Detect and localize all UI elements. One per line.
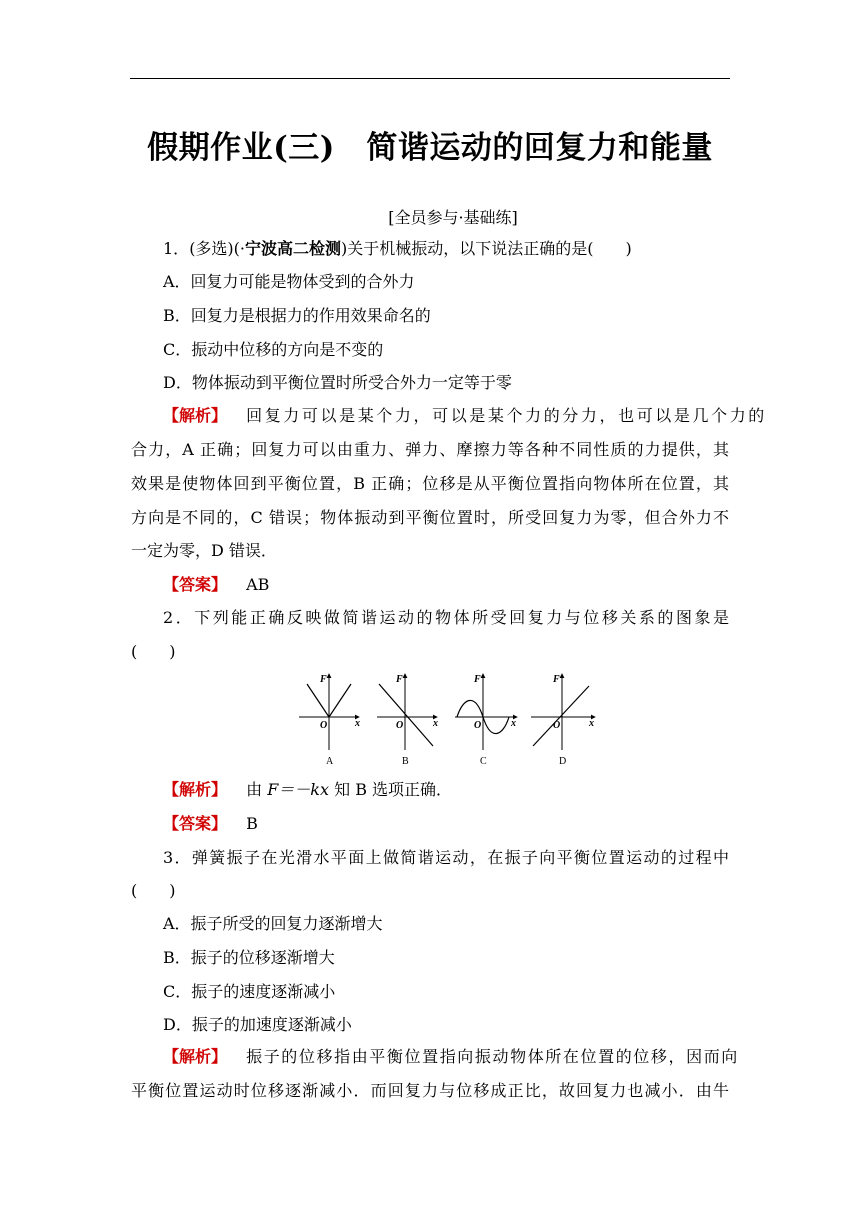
q1-stem bbox=[163, 239, 632, 259]
q2-analysis-formula: F＝－kx bbox=[267, 780, 330, 799]
q1-analysis-line-3: 效果是使物体回到平衡位置，B 正确；位移是从平衡位置指向物体所在位置，其 bbox=[131, 474, 729, 493]
q1-answer bbox=[163, 575, 269, 595]
graph-c-origin-label: O bbox=[474, 720, 482, 731]
q1-answer-value: AB bbox=[246, 575, 270, 594]
q1-analysis-line-1 bbox=[163, 406, 767, 426]
q3-analysis-line-2: 平衡位置运动时位移逐渐减小．而回复力与位移成正比，故回复力也减小．由牛 bbox=[131, 1081, 729, 1100]
q3-option-c: C．振子的速度逐渐减小 bbox=[163, 982, 336, 1001]
graph-b-curve bbox=[379, 684, 433, 746]
q3-option-a: A．振子所受的回复力逐渐增大 bbox=[163, 914, 383, 933]
q2-analysis bbox=[163, 780, 452, 800]
graph-c-x-label: x bbox=[511, 718, 516, 729]
q1-analysis-line-4: 方向是不同的，C 错误；物体振动到平衡位置时，所受回复力为零，但合外力不 bbox=[131, 508, 729, 527]
graph-d bbox=[531, 674, 595, 767]
graph-d-f-label: F bbox=[553, 674, 560, 685]
graph-d-origin-label: O bbox=[553, 720, 561, 731]
graph-c bbox=[455, 674, 517, 767]
q3-analysis-line-1 bbox=[163, 1047, 739, 1067]
q3-option-b: B．振子的位移逐渐增大 bbox=[163, 948, 335, 967]
graph-a-label: A bbox=[326, 756, 334, 767]
q1-analysis-line-5: 一定为零，D 错误． bbox=[131, 541, 277, 560]
graph-b-f-label: F bbox=[396, 674, 403, 685]
q1-option-b: B．回复力是根据力的作用效果命名的 bbox=[163, 306, 431, 325]
q3-option-d: D．振子的加速度逐渐减小 bbox=[163, 1015, 352, 1034]
graph-a-origin-label: O bbox=[320, 720, 328, 731]
q1-answer-tag: 【答案】 bbox=[163, 575, 228, 594]
q2-analysis-pre: 由 bbox=[246, 780, 268, 799]
q2-graphs bbox=[297, 670, 607, 770]
q1-option-a: A．回复力可能是物体受到的合外力 bbox=[163, 272, 415, 291]
q2-stem-line-2: ( ) bbox=[131, 642, 176, 661]
q3-stem-line-1: 3．弹簧振子在光滑水平面上做简谐运动，在振子向平衡位置运动的过程中 bbox=[163, 848, 729, 867]
graph-d-curve bbox=[533, 686, 589, 746]
q1-option-c: C．振动中位移的方向是不变的 bbox=[163, 340, 384, 359]
graph-b bbox=[377, 674, 438, 767]
q3-analysis-text-1: 振子的位移指由平衡位置指向振动物体所在位置的位移，因而向 bbox=[246, 1047, 739, 1066]
q2-analysis-tag: 【解析】 bbox=[163, 780, 228, 799]
graph-b-x-label: x bbox=[433, 718, 438, 729]
graph-a-x-label: x bbox=[355, 718, 360, 729]
q2-answer bbox=[163, 814, 258, 834]
q1-source: 宁波高二检测 bbox=[245, 239, 342, 258]
page-title: 假期作业(三) 简谐运动的回复力和能量 bbox=[147, 130, 713, 166]
q1-analysis-tag: 【解析】 bbox=[163, 406, 228, 425]
q1-prefix: (多选)(· bbox=[189, 239, 246, 258]
graph-a-f-label: F bbox=[320, 674, 327, 685]
q1-analysis-text-1: 回复力可以是某个力，可以是某个力的分力，也可以是几个力的 bbox=[246, 406, 767, 425]
q2-stem-line-1: 2．下列能正确反映做简谐运动的物体所受回复力与位移关系的图象是 bbox=[163, 608, 729, 627]
q1-option-d: D．物体振动到平衡位置时所受合外力一定等于零 bbox=[163, 373, 512, 392]
q1-number: 1． bbox=[163, 239, 190, 258]
q2-answer-tag: 【答案】 bbox=[163, 814, 228, 833]
graph-c-f-label: F bbox=[474, 674, 481, 685]
q2-analysis-post: 知 B 选项正确． bbox=[329, 780, 453, 799]
graph-d-x-label: x bbox=[589, 718, 594, 729]
q2-answer-value: B bbox=[246, 814, 258, 833]
section-heading: [全员参与·基础练] bbox=[388, 208, 518, 227]
q3-stem-line-2: ( ) bbox=[131, 881, 176, 900]
graph-b-label: B bbox=[402, 756, 409, 767]
graph-c-label: C bbox=[480, 756, 487, 767]
graph-b-origin-label: O bbox=[396, 720, 404, 731]
graph-d-label: D bbox=[559, 756, 567, 767]
q1-stem-text: )关于机械振动，以下说法正确的是( ) bbox=[341, 239, 632, 258]
header-rule bbox=[130, 78, 730, 79]
q1-analysis-line-2: 合力，A 正确；回复力可以由重力、弹力、摩擦力等各种不同性质的力提供，其 bbox=[131, 440, 729, 459]
graph-a bbox=[299, 674, 360, 767]
q3-analysis-tag: 【解析】 bbox=[163, 1047, 228, 1066]
